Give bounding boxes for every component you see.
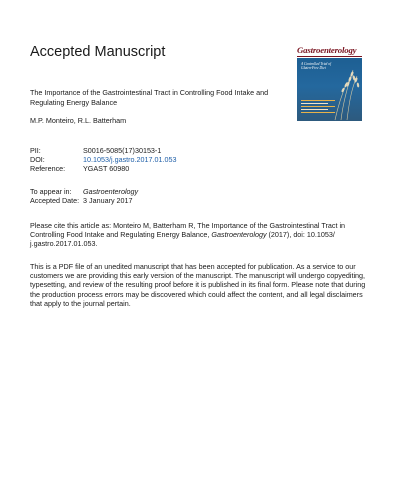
pii-row bbox=[30, 146, 177, 155]
accepted-date-label: Accepted Date: bbox=[30, 196, 80, 205]
article-authors: M.P. Monteiro, R.L. Batterham bbox=[30, 116, 127, 125]
to-appear-label: To appear in: bbox=[30, 187, 72, 196]
accepted-date-value: 3 January 2017 bbox=[83, 196, 133, 205]
reference-value: YGAST 60980 bbox=[83, 164, 130, 173]
manuscript-heading: Accepted Manuscript bbox=[30, 44, 166, 60]
publication-block bbox=[30, 187, 138, 205]
disclaimer-paragraph: This is a PDF file of an unedited manuscript that has been accepted for publication. As a service to our customers we are providing this early version of the manuscript. The manuscript will undergo copyediting, typesetting, and review of the resulting proof before it is published in its final form. Please note that during the production process errors may be discovered which could affect the content, and all legal disclaimers that apply to the journal pertain. bbox=[30, 262, 366, 308]
doi-label: DOI: bbox=[30, 155, 45, 164]
accepted-date-row bbox=[30, 196, 138, 205]
citation-journal: Gastroenterology bbox=[211, 230, 267, 240]
reference-label: Reference: bbox=[30, 164, 66, 173]
doi-link[interactable]: 10.1053/j.gastro.2017.01.053 bbox=[83, 155, 177, 164]
pii-value: S0016-5085(17)30153-1 bbox=[83, 146, 162, 155]
cover-image bbox=[297, 58, 362, 121]
citation-paragraph bbox=[30, 221, 370, 249]
citation-doi: (2017), doi: 10.1053/ j.gastro.2017.01.053. bbox=[30, 230, 335, 249]
cover-headline: A Controlled Trial of Gluten-Free Diet bbox=[301, 62, 332, 71]
identifier-block bbox=[30, 146, 177, 173]
journal-cover bbox=[297, 45, 362, 121]
doi-row bbox=[30, 155, 177, 164]
cover-masthead: Gastroenterology bbox=[297, 45, 362, 57]
to-appear-row bbox=[30, 187, 138, 196]
pii-label: PII: bbox=[30, 146, 41, 155]
article-title: The Importance of the Gastrointestinal Tract in Controlling Food Intake and Regulating Energy Balance bbox=[30, 88, 269, 107]
cover-contents-lines bbox=[301, 100, 335, 115]
journal-name: Gastroenterology bbox=[83, 187, 139, 196]
citation-text: Please cite this article as: Monteiro M, Batterham R, The Importance of the Gastrointestinal Tract in Controlling Food Intake and Regulating Energy Balance, bbox=[30, 221, 346, 240]
reference-row bbox=[30, 164, 177, 173]
